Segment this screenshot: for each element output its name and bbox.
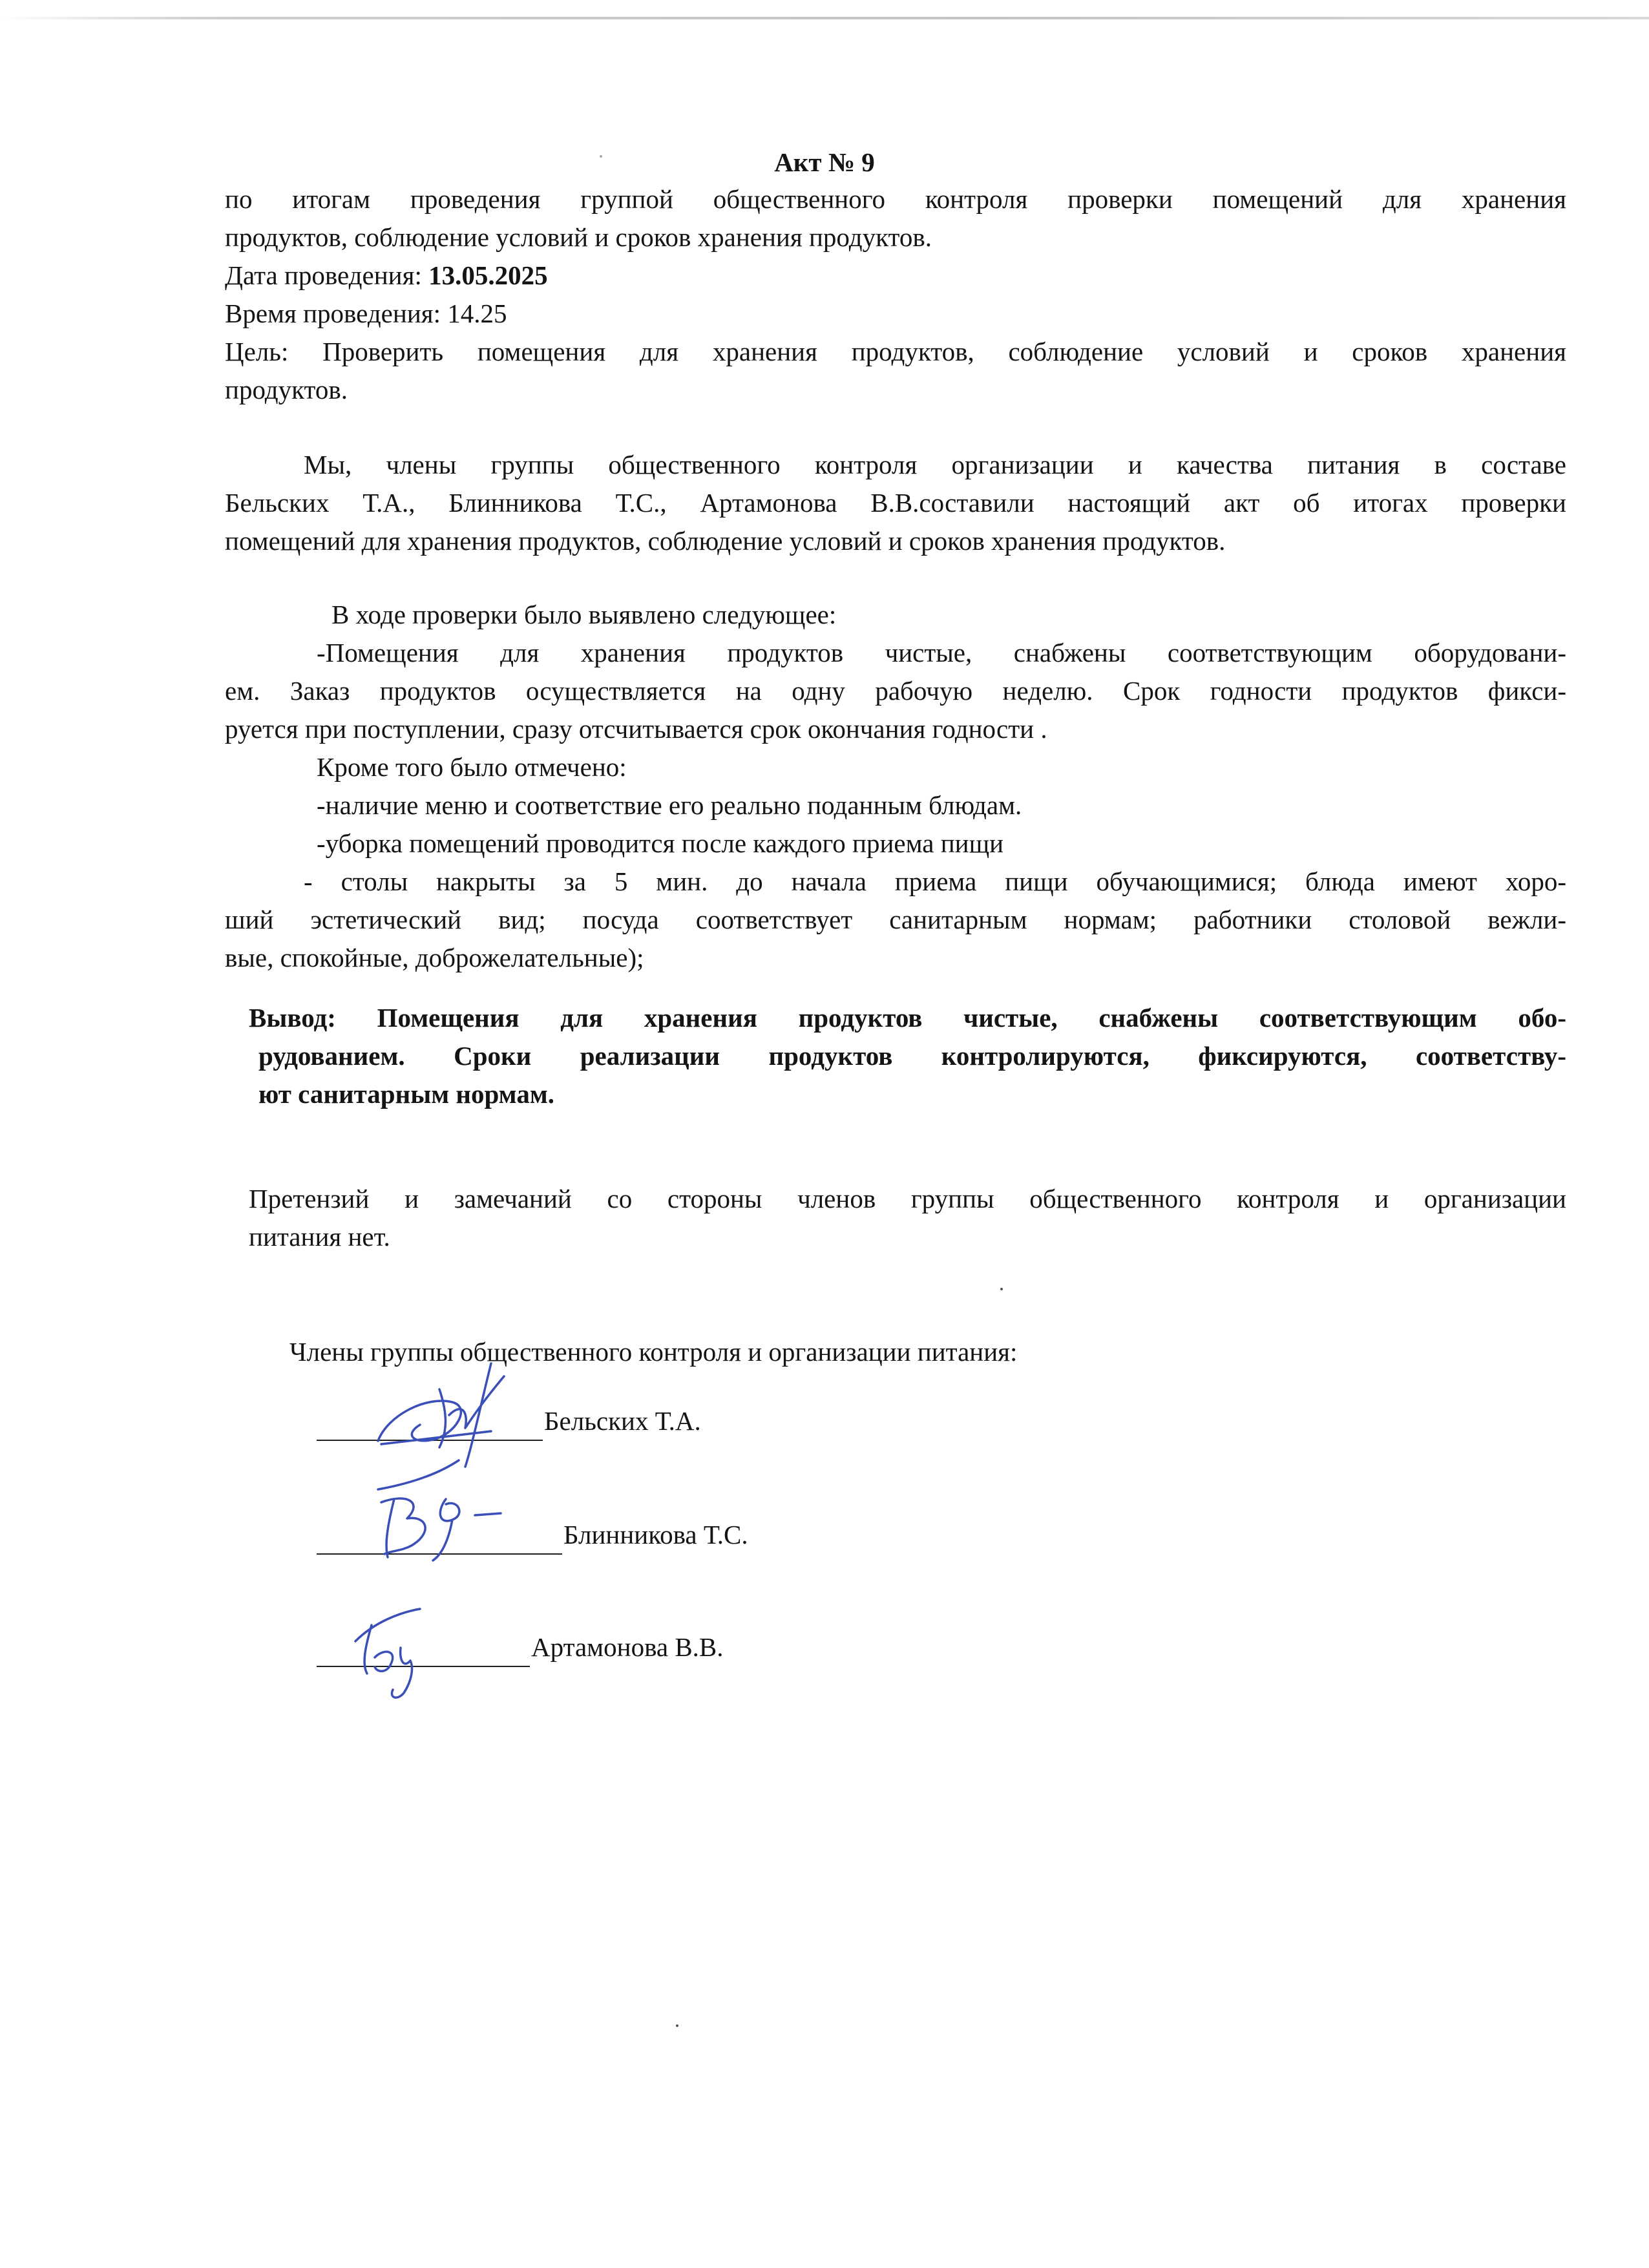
- scan-speck: [600, 155, 602, 158]
- conclusion-line: рудованием. Сроки реализации продуктов контролируются, фиксируются, соответству-: [258, 1041, 1566, 1071]
- finding-line: -Помещения для хранения продуктов чистые, снабжены соответствующим оборудовани-: [317, 638, 1566, 667]
- date-value: 13.05.2025: [428, 260, 548, 290]
- date-label: Дата проведения:: [225, 260, 429, 290]
- signatories-heading: Члены группы общественного контроля и организации питания:: [289, 1337, 1018, 1367]
- also-noted: Кроме того было отмечено:: [317, 752, 627, 782]
- goal-line: Цель: Проверить помещения для хранения продуктов, соблюдение условий и сроков хранения: [225, 337, 1566, 366]
- note-item: - столы накрыты за 5 мин. до начала приема пищи обучающимися; блюда имеют хоро-: [304, 866, 1566, 896]
- claims-line: питания нет.: [249, 1222, 390, 1252]
- findings-intro: В ходе проверки было выявлено следующее:: [331, 600, 837, 629]
- document-title: Акт № 9: [774, 147, 875, 177]
- note-item: ший эстетический вид; посуда соответствует санитарным нормам; работники столовой вежли-: [225, 905, 1566, 934]
- goal-line: продуктов.: [225, 375, 348, 404]
- handwritten-signature: [342, 1350, 536, 1499]
- note-item: -наличие меню и соответствие его реально поданным блюдам.: [317, 790, 1022, 820]
- scan-speck: [676, 2024, 678, 2027]
- scan-speck: [1000, 1288, 1003, 1290]
- handwritten-signature: [368, 1480, 517, 1570]
- conclusion-line: ют санитарным нормам.: [258, 1079, 555, 1109]
- signatory-name: Бельских Т.А.: [544, 1406, 701, 1436]
- signatory-name: Артамонова В.В.: [531, 1632, 724, 1662]
- members-paragraph-line: помещений для хранения продуктов, соблюдение условий и сроков хранения продуктов.: [225, 526, 1226, 556]
- signatory-name: Блинникова Т.С.: [563, 1520, 748, 1549]
- finding-line: ем. Заказ продуктов осуществляется на одну рабочую неделю. Срок годности продуктов фикси-: [225, 676, 1566, 706]
- handwritten-signature: [336, 1596, 446, 1706]
- finding-line: руется при поступлении, сразу отсчитывается срок окончания годности .: [225, 714, 1047, 744]
- claims-line: Претензий и замечаний со стороны членов группы общественного контроля и организации: [249, 1184, 1566, 1213]
- members-paragraph-line: Бельских Т.А., Блинникова Т.С., Артамонова В.В.составили настоящий акт об итогах проверки: [225, 488, 1566, 518]
- subtitle-line: по итогам проведения группой общественного контроля проверки помещений для хранения: [225, 184, 1566, 214]
- time-line: Время проведения: 14.25: [225, 299, 507, 328]
- note-item: вые, спокойные, доброжелательные);: [225, 943, 644, 972]
- date-line: [225, 257, 1566, 295]
- members-paragraph-line: Мы, члены группы общественного контроля организации и качества питания в составе: [304, 450, 1566, 479]
- subtitle-line: продуктов, соблюдение условий и сроков хранения продуктов.: [225, 222, 932, 252]
- conclusion-line: Вывод: Помещения для хранения продуктов чистые, снабжены соответствующим обо-: [249, 1003, 1566, 1033]
- note-item: -уборка помещений проводится после каждого приема пищи: [317, 828, 1004, 858]
